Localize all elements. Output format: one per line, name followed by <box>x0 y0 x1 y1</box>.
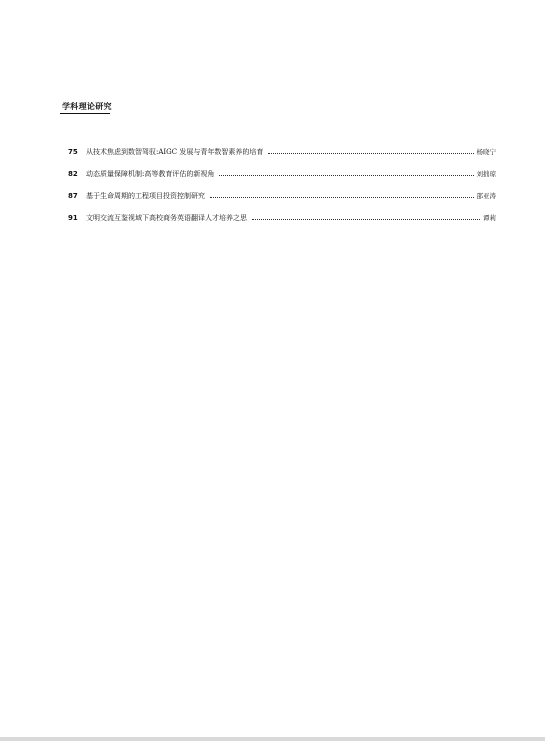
toc-page-number: 91 <box>68 214 78 222</box>
toc-title: 从技术焦虑到数智驾驭:AIGC 发展与青年数智素养的培育 <box>86 148 264 156</box>
toc-entry[interactable] <box>68 189 496 211</box>
toc-entry[interactable] <box>68 211 496 233</box>
dot-leader <box>210 189 474 198</box>
toc-page-number: 82 <box>68 170 78 178</box>
toc-author: 杨晓宁 <box>476 148 496 156</box>
toc-page-number: 75 <box>68 148 78 156</box>
toc-entry[interactable] <box>68 167 496 189</box>
dot-leader <box>219 167 473 176</box>
toc-title: 文明交流互鉴视域下高校商务英语翻译人才培养之思 <box>86 214 247 222</box>
table-of-contents <box>68 145 496 233</box>
toc-title: 动态质量保障机制:高等教育评估的新视角 <box>86 170 215 178</box>
page-bottom-edge <box>0 737 545 741</box>
toc-page-number: 87 <box>68 192 78 200</box>
section-title: 学科理论研究 <box>62 102 112 111</box>
toc-title: 基于生命周期的工程项目投资控制研究 <box>86 192 205 200</box>
toc-entry[interactable] <box>68 145 496 167</box>
toc-author: 邵亚涛 <box>476 192 496 200</box>
toc-author: 谭莉 <box>483 214 496 222</box>
section-underline <box>60 113 110 114</box>
dot-leader <box>252 211 480 220</box>
dot-leader <box>268 145 473 154</box>
toc-author: 刘拙琼 <box>476 170 496 178</box>
